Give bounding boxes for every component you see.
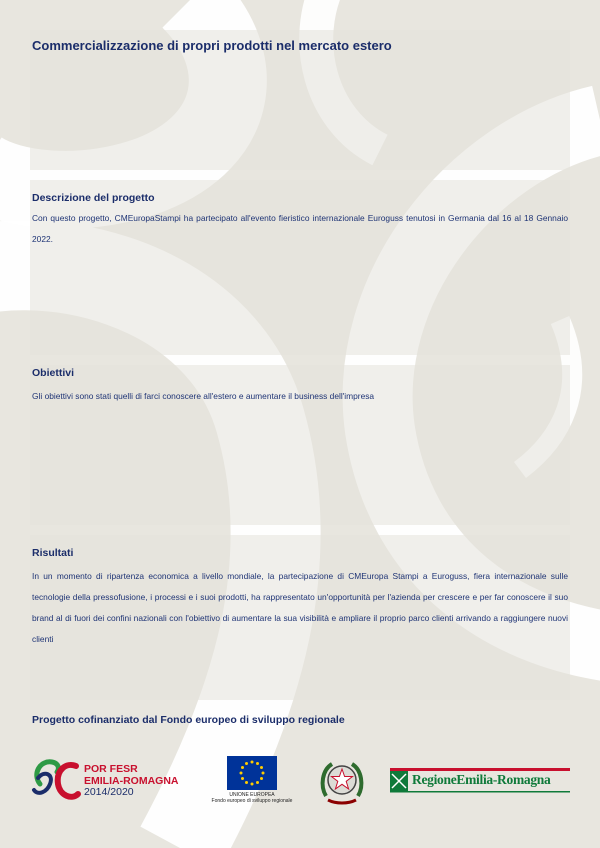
eu-caption-line2: Fondo europeo di sviluppo regionale bbox=[211, 798, 293, 804]
section-heading-results: Risultati bbox=[32, 547, 74, 559]
section-body-results: In un momento di ripartenza economica a livello mondiale, la partecipazione di CMEuropa Stampi a Euroguss, fiera internazionale sulle tecnologie della pressofusione, i processi e i suoi prodotti, ha rappresentato un'opportunità per l'azienda per crescere e per far conoscere il suo brand al di fuori dei confini nazionali con l'obiettivo di aumentare la sua visibilità e ampliare il proprio parco clienti arrivando a raggiungere nuovi clienti bbox=[32, 571, 568, 644]
page-title: Commercializzazione di propri prodotti nel mercato estero bbox=[32, 38, 392, 53]
section-heading-description: Descrizione del progetto bbox=[32, 192, 155, 204]
section-heading-objectives: Obiettivi bbox=[32, 367, 75, 379]
por-fesr-line3: 2014/2020 bbox=[84, 786, 134, 798]
por-fesr-line1: POR FESR bbox=[84, 763, 138, 775]
por-fesr-swirl-icon bbox=[30, 756, 82, 806]
cofinance-statement: Progetto cofinanziato dal Fondo europeo di sviluppo regionale bbox=[32, 714, 345, 726]
eu-logo bbox=[192, 756, 312, 812]
republic-emblem-icon bbox=[318, 756, 366, 806]
section-body-objectives: Gli obiettivi sono stati quelli di farci conoscere all'estero e aumentare il business dell'impresa bbox=[32, 391, 375, 401]
regione-emilia-romagna-logo bbox=[390, 766, 570, 796]
por-fesr-line2: EMILIA-ROMAGNA bbox=[84, 774, 179, 787]
italian-republic-emblem bbox=[318, 756, 366, 806]
funding-logos-bar bbox=[0, 750, 600, 810]
region-name: RegioneEmilia-Romagna bbox=[412, 772, 551, 787]
eu-caption-line1: UNIONE EUROPEA bbox=[229, 792, 275, 798]
eu-flag-icon bbox=[227, 756, 277, 790]
por-fesr-logo bbox=[30, 756, 200, 806]
section-body-description: Con questo progetto, CMEuropaStampi ha partecipato all'evento fieristico internazionale Euroguss tenutosi in Germania dal 16 al 18 Gennaio 2022. bbox=[32, 213, 568, 244]
